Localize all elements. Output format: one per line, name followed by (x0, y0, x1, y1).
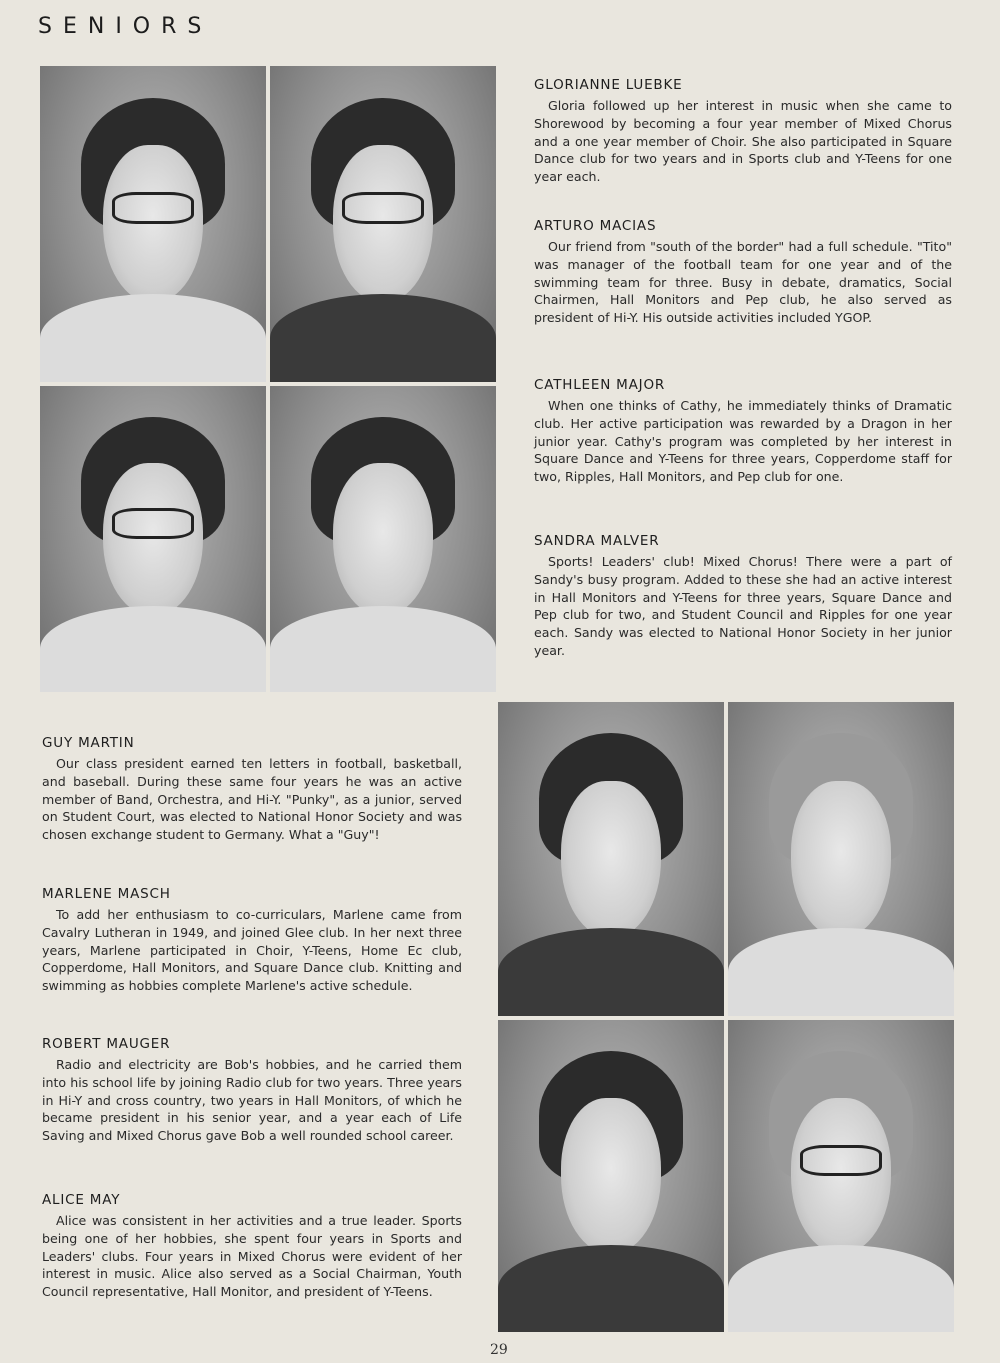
bio-entry (534, 377, 952, 486)
face (561, 781, 660, 938)
face (333, 145, 432, 303)
student-bio: Our friend from "south of the border" had a full schedule. "Tito" was manager of the football team for one year and of the swimming team for three. Busy in debate, dramatics, Social Chairmen, Hall Monitors and Pep club, he also served as president of Hi-Y. His outside activities included YGOP. (534, 239, 952, 326)
bio-entry (534, 533, 952, 660)
shoulders (40, 294, 266, 382)
face (103, 145, 202, 303)
face (333, 463, 432, 616)
student-name: GLORIANNE LUEBKE (534, 77, 683, 93)
student-bio: To add her enthusiasm to co-curriculars, Marlene came from Cavalry Lutheran in 1949, and joined Glee club. In her next three years, Marlene participated in Choir, Y-Teens, Home Ec club, Copperdome, Hall Monitors, and Square Dance club. Knitting and swimming as hobbies complete Marlene's active schedule. (42, 907, 462, 994)
portrait-woman-glasses-top-left (40, 66, 266, 382)
bio-entry (42, 1192, 462, 1301)
shoulders (728, 1245, 954, 1332)
portrait-woman-mid-right (270, 386, 496, 692)
student-name: CATHLEEN MAJOR (534, 377, 666, 393)
student-bio: Gloria followed up her interest in music when she came to Shorewood by becoming a four year member of Mixed Chorus and a one year member of Choir. She also participated in Square Dance club for two years and in Sports club and Y-Teens for one year each. (534, 98, 952, 185)
portrait-man-bottom-left (498, 1020, 724, 1332)
bio-entry (42, 1036, 462, 1145)
face (103, 463, 202, 616)
student-bio: Our class president earned ten letters in football, basketball, and baseball. During these same four years he was an active member of Band, Orchestra, and Hi-Y. "Punky", as a junior, served on Student Court, was elected to National Honor Society and was chosen exchange student to Germany. What a "Guy"! (42, 756, 462, 843)
student-bio: Alice was consistent in her activities and a true leader. Sports being one of her hobbies, she spent four years in Sports and Leaders' clubs. Four years in Mixed Chorus were evident of her interest in music. Alice also served as a Social Chairman, Youth Council representative, Hall Monitor, and president of Y-Teens. (42, 1213, 462, 1300)
bio-entry (534, 218, 952, 327)
portrait-woman-lower-right (728, 702, 954, 1016)
student-bio: When one thinks of Cathy, he immediately thinks of Dramatic club. Her active participation was rewarded by a Dragon in her junior year. Cathy's program was completed by her interest in Square Dance and Y-Teens for three years, Copperdome staff for two, Ripples, Hall Monitors, and Pep club for one. (534, 398, 952, 485)
face (791, 1098, 890, 1254)
shoulders (270, 294, 496, 382)
shoulders (498, 1245, 724, 1332)
bio-entry (42, 886, 462, 995)
student-name: GUY MARTIN (42, 735, 135, 751)
student-name: SANDRA MALVER (534, 533, 660, 549)
glasses-icon (800, 1145, 881, 1176)
portrait-woman-glasses-bottom-right (728, 1020, 954, 1332)
portrait-woman-glasses-mid-left (40, 386, 266, 692)
glasses-icon (112, 192, 193, 224)
student-name: ARTURO MACIAS (534, 218, 657, 234)
page-title: SENIORS (38, 14, 213, 39)
bio-entry (42, 735, 462, 844)
student-name: ALICE MAY (42, 1192, 121, 1208)
shoulders (498, 928, 724, 1016)
student-name: ROBERT MAUGER (42, 1036, 171, 1052)
shoulders (40, 606, 266, 692)
bio-entry (534, 77, 952, 186)
student-bio: Sports! Leaders' club! Mixed Chorus! There were a part of Sandy's busy program. Added to these she had an active interest in Hall Monitors and Y-Teens for three years, Square Dance and Pep club for two, and Student Council and Ripples for one year each. Sandy was elected to National Honor Society in her junior year. (534, 554, 952, 658)
portrait-man-lower-left (498, 702, 724, 1016)
face (561, 1098, 660, 1254)
face (791, 781, 890, 938)
glasses-icon (342, 192, 423, 224)
portrait-man-glasses-top-right (270, 66, 496, 382)
student-name: MARLENE MASCH (42, 886, 171, 902)
shoulders (728, 928, 954, 1016)
shoulders (270, 606, 496, 692)
student-bio: Radio and electricity are Bob's hobbies, and he carried them into his school life by joining Radio club for two years. Three years in Hi-Y and cross country, two years in Hall Monitors, of which he became president in his senior year, and a year each of Life Saving and Mixed Chorus gave Bob a well rounded school career. (42, 1057, 462, 1144)
page-number: 29 (490, 1342, 508, 1358)
glasses-icon (112, 508, 193, 539)
